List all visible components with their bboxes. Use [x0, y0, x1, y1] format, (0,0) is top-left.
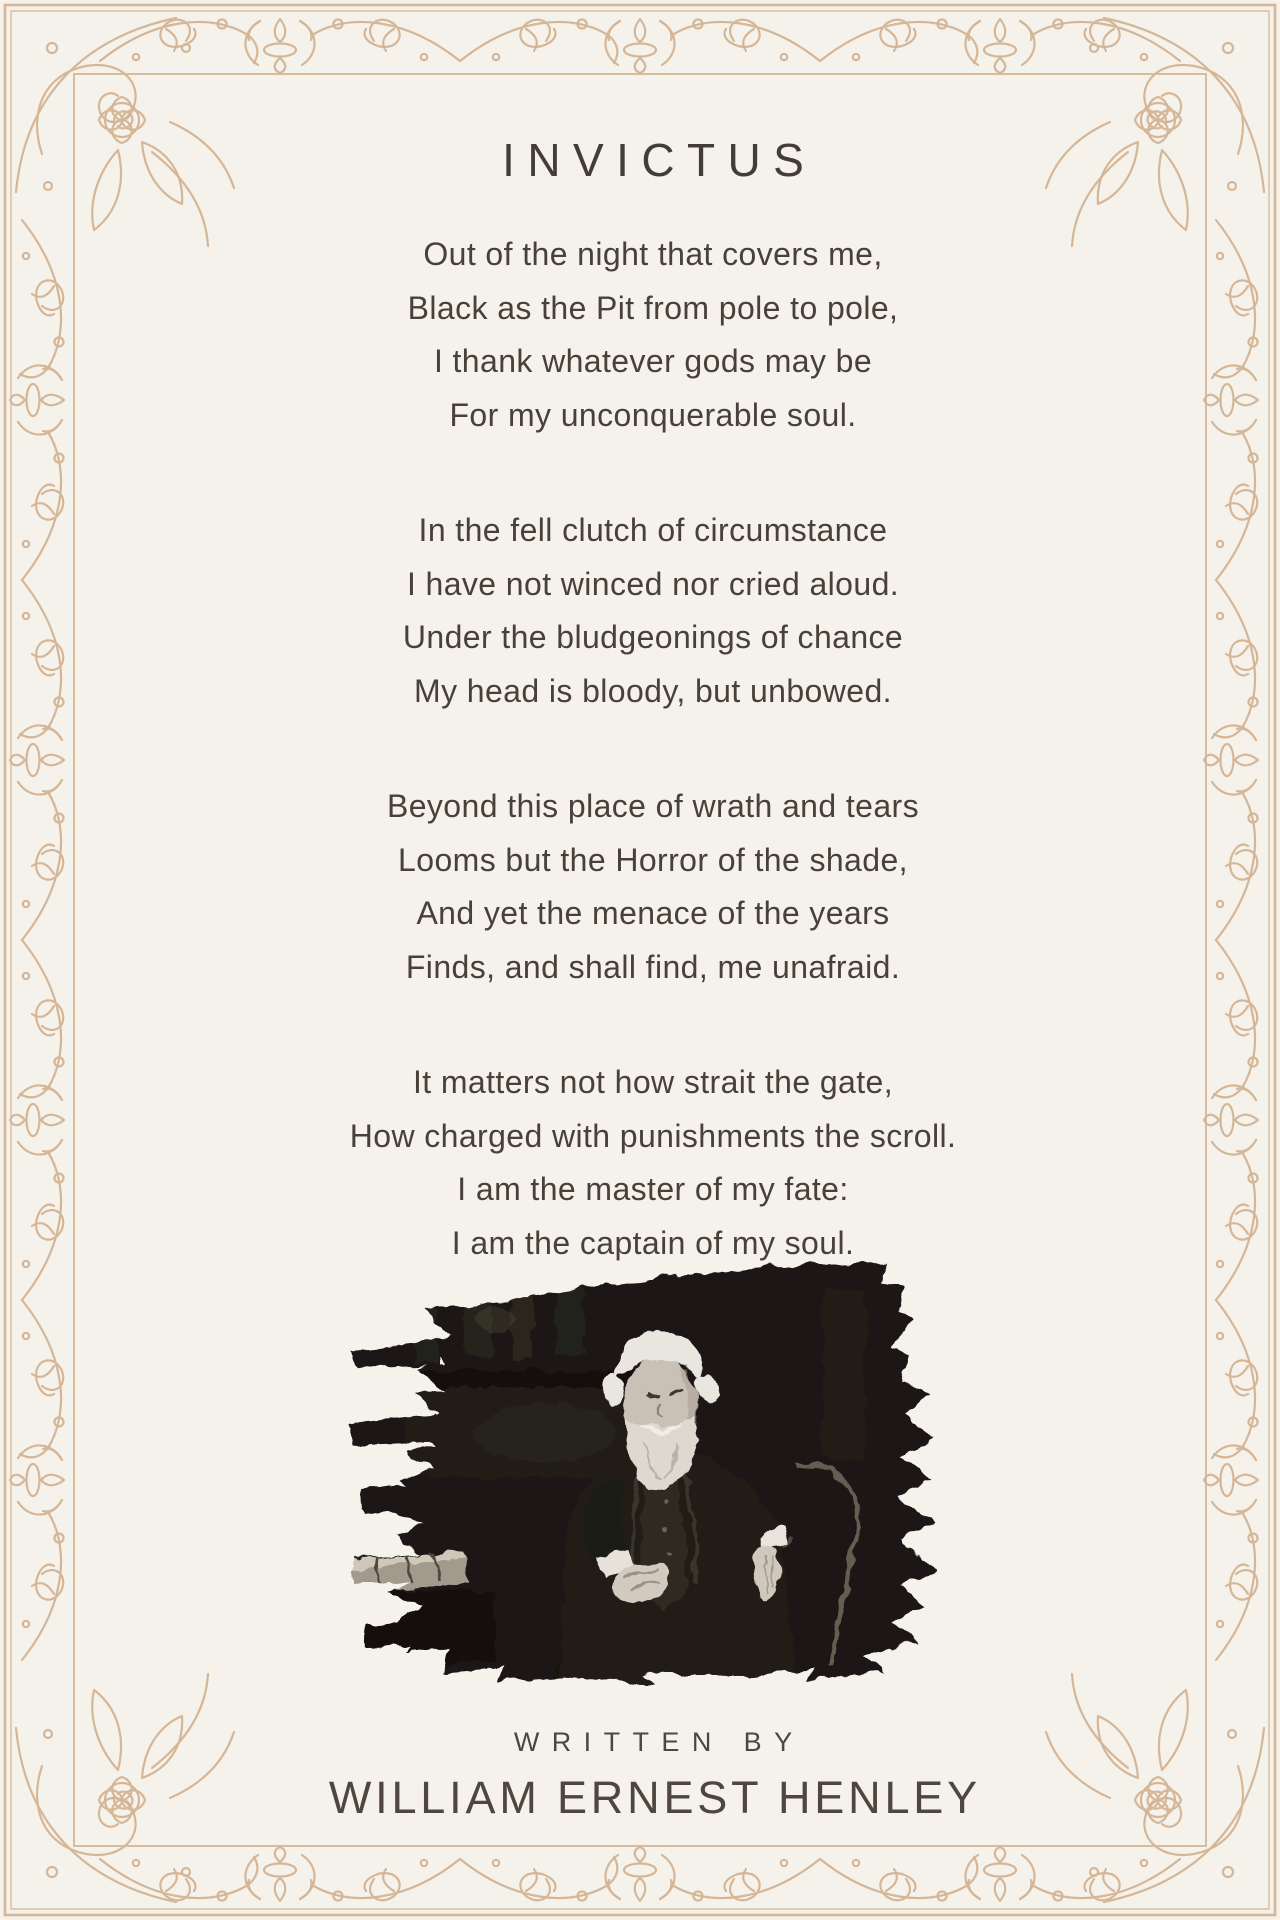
poem-line: Finds, and shall find, me unafraid. — [405, 948, 901, 985]
poem-line: I am the captain of my soul. — [451, 1224, 855, 1261]
byline-label: WRITTEN BY — [513, 1727, 805, 1757]
author-photo — [345, 1253, 937, 1695]
poem-line: Beyond this place of wrath and tears — [386, 788, 920, 824]
poem-line: My head is bloody, but unbowed. — [414, 672, 892, 709]
poem-title: INVICTUS — [502, 134, 817, 186]
poem-line: I thank whatever gods may be — [433, 343, 873, 379]
poem-line: How charged with punishments the scroll. — [349, 1117, 957, 1154]
poem-line: Looms but the Horror of the shade, — [398, 841, 908, 878]
poem-line: Black as the Pit from pole to pole, — [407, 289, 899, 326]
poem-line: I am the master of my fate: — [457, 1171, 849, 1207]
poem-line: I have not winced nor cried aloud. — [406, 565, 900, 602]
stanza-2 — [26, 504, 1280, 718]
author-name: WILLIAM ERNEST HENLEY — [328, 1772, 981, 1823]
poem-line: Out of the night that covers me, — [423, 236, 883, 272]
poem-line: It matters not how strait the gate, — [413, 1064, 893, 1100]
poem-line: Under the bludgeonings of chance — [402, 619, 904, 655]
poem-line: In the fell clutch of circumstance — [418, 512, 888, 548]
poem-body — [26, 228, 1280, 1332]
stanza-4 — [26, 1056, 1280, 1270]
brush-stroke-mask — [345, 1261, 935, 1695]
poem-line: For my unconquerable soul. — [449, 396, 857, 433]
stanza-1 — [26, 228, 1280, 442]
stanza-3 — [26, 780, 1280, 994]
poem-line: And yet the menace of the years — [416, 895, 890, 931]
